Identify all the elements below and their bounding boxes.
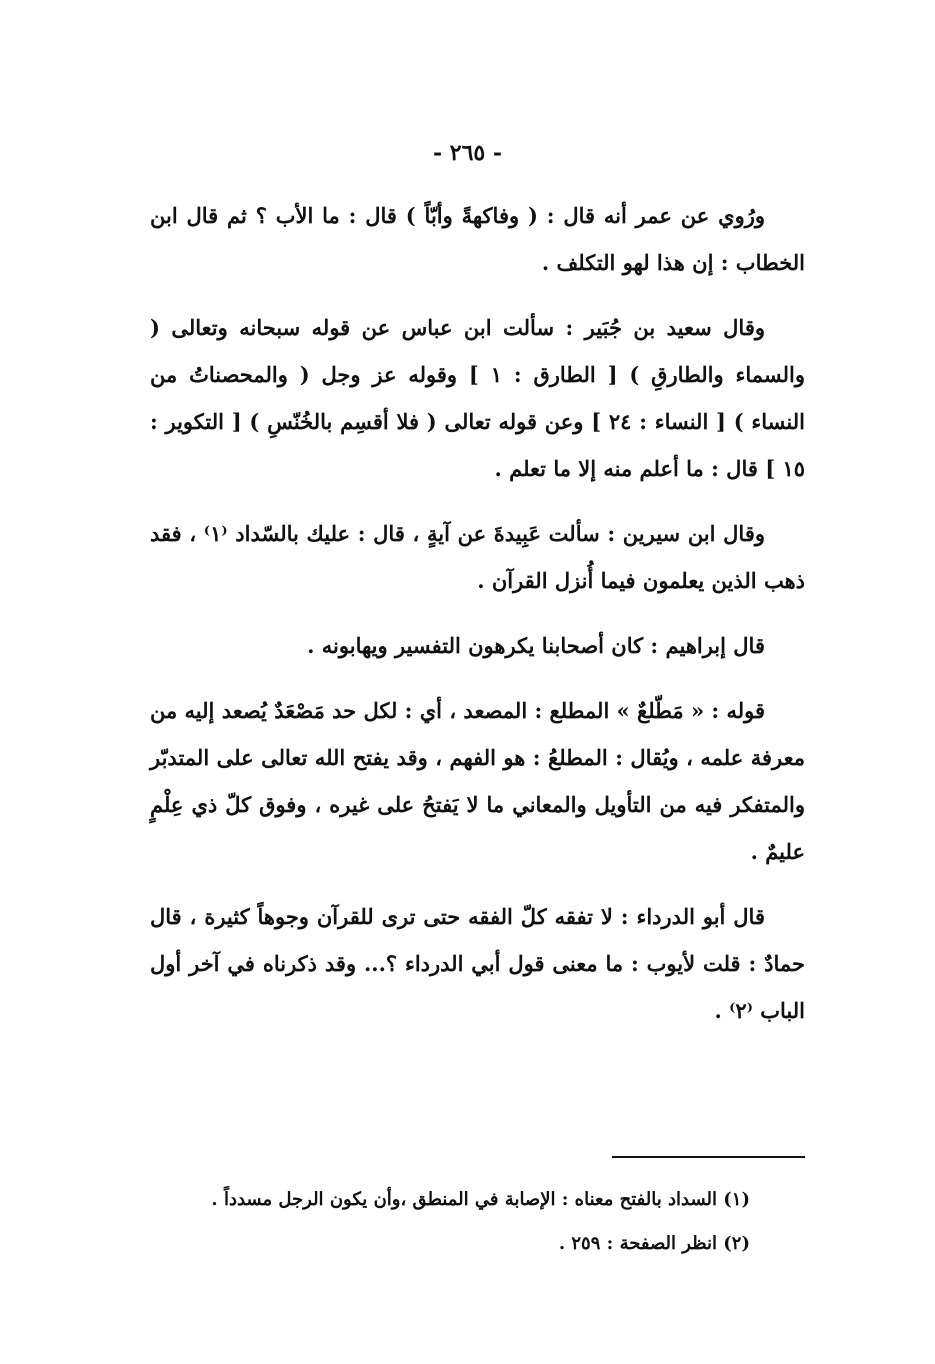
footnotes (150, 1178, 750, 1266)
paragraph-ibrahim: قال إبراهيم : كان أصحابنا يكرهون التفسير ويهابونه . (307, 633, 765, 658)
paragraph-mutlaa: قوله : « مَطّلعٌ » المطلع : المصعد ، أي : لكل حد مَصْعَدٌ يُصعد إليه من معرفة علمه ، ويُقال : المطلعُ : هو الفهم ، وقد يفتح الله تعالى على المتدبّر والمتفكر فيه من التأويل والمعاني ما لا يَفتحُ على غيره ، وفوق كلّ ذي عِلْمٍ عليمٌ . (150, 698, 805, 864)
footnote-divider (612, 1156, 805, 1158)
page-number: - ٢٦٥ - (432, 140, 503, 166)
paragraph-abu-al-darda: قال أبو الدرداء : لا تفقه كلّ الفقه حتى ترى للقرآن وجوهاً كثيرة ، قال حمادٌ : قلت لأيوب : ما معنى قول أبي الدرداء ؟... وقد ذكرناه في آخر أول الباب ⁽٢⁾ . (150, 904, 805, 1023)
paragraph-umar: ورُوي عن عمر أنه قال : ( وفاكهةً وأبّاً ) قال : ما الأب ؟ ثم قال ابن الخطاب : إن هذا لهو التكلف . (150, 203, 805, 275)
paragraph-ibn-sirin: وقال ابن سيرين : سألت عَبِيدةَ عن آيةٍ ، قال : عليك بالسّداد ⁽١⁾ ، فقد ذهب الذين يعلمون فيما أُنزل القرآن . (150, 521, 805, 593)
body-text (150, 192, 805, 1052)
footnote-2: (٢) انظر الصفحة : ٢٥٩ . (558, 1233, 750, 1254)
footnote-1: (١) السداد بالفتح معناه : الإصابة في المنطق ،وأن يكون الرجل مسدداً . (211, 1189, 750, 1210)
paragraph-said-ibn-jubayr: وقال سعيد بن جُبَير : سألت ابن عباس عن قوله سبحانه وتعالى ( والسماء والطارقِ ) [ الطارق : ١ ] وقوله عز وجل ( والمحصناتُ من النساء ) [ النساء : ٢٤ ] وعن قوله تعالى ( فلا أقسِم بالخُنّسِ ) [ التكوير : ١٥ ] قال : ما أعلم منه إلا ما تعلم . (150, 315, 805, 481)
